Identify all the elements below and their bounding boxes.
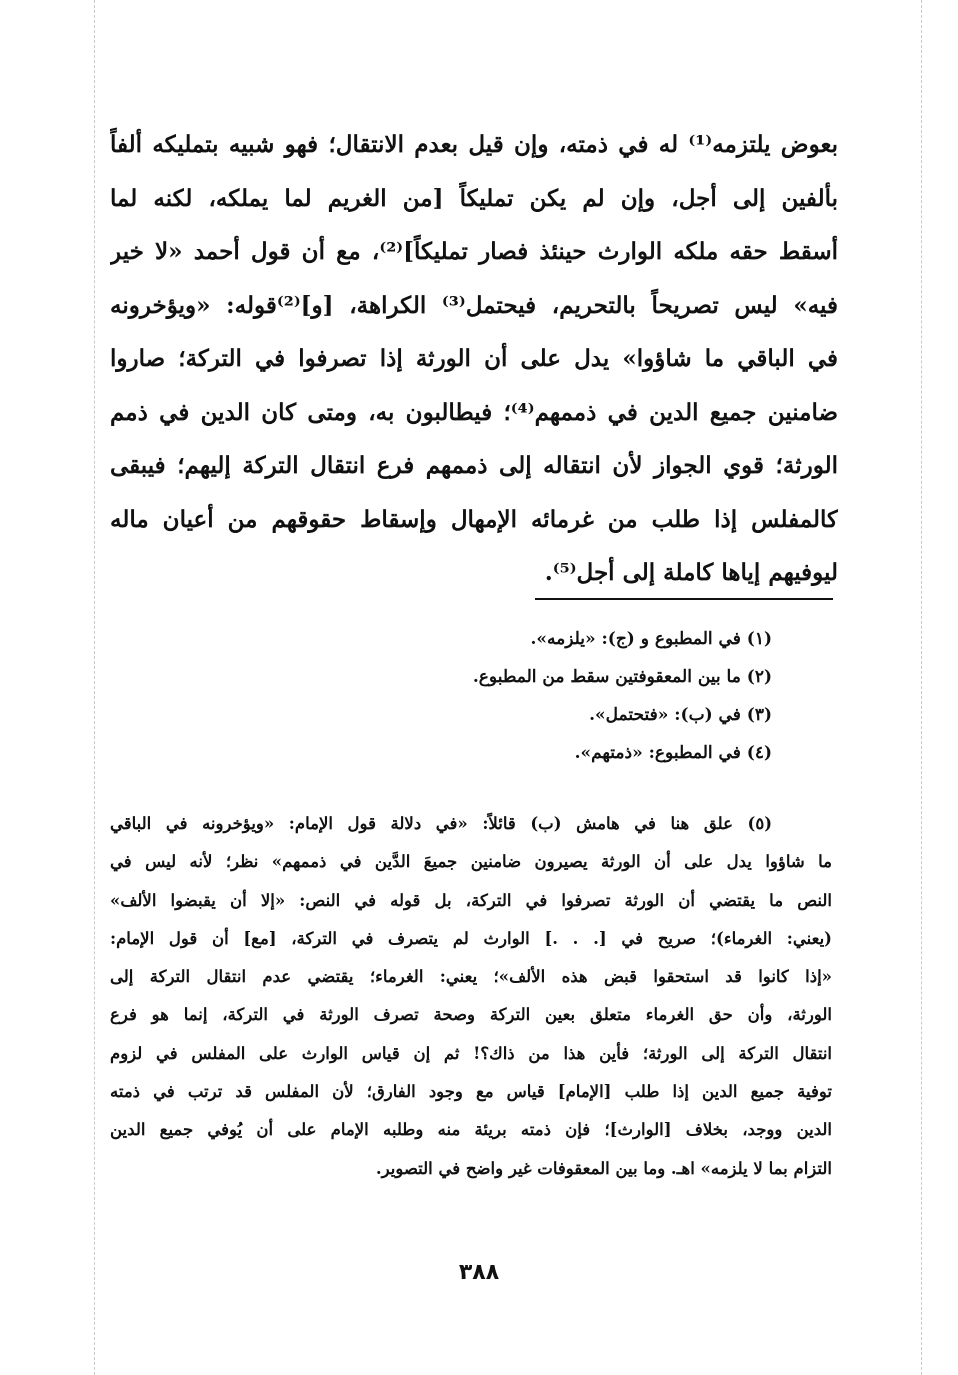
main-text-line: في الباقي ما شاؤوا» يدل على أن الورثة إذا تصرفوا في التركة؛ صاروا: [110, 345, 838, 372]
main-text-line: أسقط حقه ملكه الوارث حينئذ فصار تمليكاً]⁽²⁾، مع أن قول أحمد «لا خير: [110, 238, 838, 265]
footnote-5-line: توفية جميع الدين إذا طلب [الإمام] قياس مع وجود الفارق؛ لأن المفلس قد ترتب في ذمته: [110, 1082, 832, 1102]
scan-margin-guide-left: [94, 0, 95, 1375]
main-text-line: فيه» ليس تصريحاً بالتحريم، فيحتمل⁽³⁾ الكراهة، [و]⁽²⁾قوله: «ويؤخرونه: [110, 291, 838, 319]
main-text-line: ضامنين جميع الدين في ذممهم⁽⁴⁾؛ فيطالبون به، ومتى كان الدين في ذمم: [110, 398, 838, 426]
footnote-3: (٣) في (ب): «فتحتمل».: [589, 705, 772, 725]
main-text-line: كالمفلس إذا طلب من غرمائه الإمهال وإسقاط حقوقهم من أعيان ماله: [110, 505, 838, 533]
scan-margin-guide-right: [921, 0, 922, 1375]
footnote-5-line: «إذا كانوا قد استحقوا قبض هذه الألف»؛ يعني: الغرماء؛ يقتضي عدم انتقال التركة إلى: [110, 967, 832, 987]
footnote-5-line: النص ما يقتضي أن الورثة تصرفوا في التركة، بل قوله في النص: «إلا أن يقبضوا الألف»: [110, 890, 832, 910]
footnote-separator: [535, 598, 833, 600]
footnote-5-line: الورثة، وأن حق الغرماء متعلق بعين التركة وصحة تصرف الورثة في التركة، إنما هو فرع: [110, 1005, 832, 1025]
footnote-5-line: ما شاؤوا يدل على أن الورثة يصيرون ضامنين جميعَ الدَّين في ذممهم» نظر؛ لأنه ليس في: [110, 852, 832, 872]
footnote-4: (٤) في المطبوع: «ذمتهم».: [574, 743, 772, 763]
footnote-5-line: (يعني: الغرماء)؛ صريح في [. . .] الوارث لم يتصرف في التركة، [مع] أن قول الإمام:: [110, 928, 832, 948]
footnote-5-line: انتقال التركة إلى الورثة؛ فأين هذا من ذاك؟! ثم إن قياس الوارث على المفلس في لزوم: [110, 1043, 832, 1063]
footnote-5-line: الدين ووجد، بخلاف [الوارث]؛ فإن ذمته بريئة منه وطلبه الإمام على أن يُوفي جميع الدين: [110, 1120, 832, 1140]
footnote-5-line: التزام بما لا يلزمه» اهـ. وما بين المعقوفات غير واضح في التصوير.: [375, 1158, 832, 1178]
footnote-2: (٢) ما بين المعقوفتين سقط من المطبوع.: [472, 667, 772, 687]
main-text-line: بعوض يلتزمه⁽¹⁾ له في ذمته، وإن قيل بعدم الانتقال؛ فهو شبيه بتمليكه ألفاً: [110, 131, 838, 158]
footnote-5: [110, 805, 832, 1188]
main-text-body: [110, 118, 838, 600]
main-text-line: بألفين إلى أجل، وإن لم يكن تمليكاً [من الغريم لما يملكه، لكنه لما: [110, 184, 838, 212]
footnote-1: (١) في المطبوع و (ج): «يلزمه».: [530, 629, 772, 649]
footnote-5-line: (٥) علق هنا في هامش (ب) قائلاً: «في دلالة قول الإمام: «ويؤخرونه في الباقي: [110, 814, 772, 833]
main-text-line: ليوفيهم إياها كاملة إلى أجل⁽⁵⁾.: [544, 559, 838, 586]
footnotes-short: [110, 620, 832, 772]
main-text-line: الورثة؛ قوي الجواز لأن انتقاله إلى ذممهم فرع انتقال التركة إليهم؛ فيبقى: [110, 452, 838, 479]
page-number: ٣٨٨: [458, 1260, 500, 1285]
